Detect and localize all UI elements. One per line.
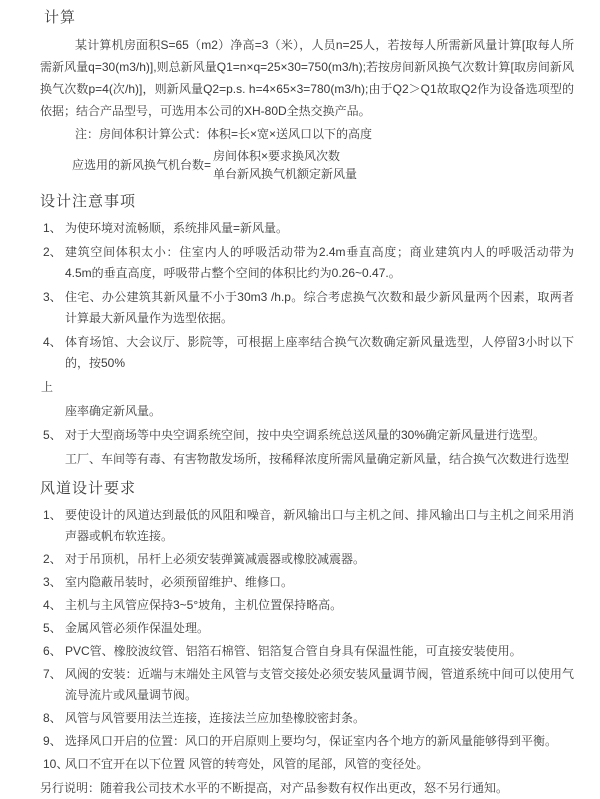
list-item-number: 3、	[43, 290, 62, 304]
list-item-text: 选择风口开启的位置：风口的开启原则上要均匀，保证室内各个地方的新风量能够得到平衡。	[65, 734, 558, 748]
list-item	[43, 505, 574, 547]
list-item-text: 要使设计的风道达到最低的风阻和噪音，新风输出口与主机之间、排风输出口与主机之间采用消声器或帆布软连接。	[65, 508, 574, 543]
list-item-number: 7、	[43, 667, 62, 681]
list-item	[43, 664, 574, 706]
list-item-text: 风阀的安装：近端与末端处主风管与支管交接处必须安装风量调节阀，管道系统中间可以使用气流导流片或风量调节阀。	[65, 667, 574, 702]
list-item	[43, 754, 574, 775]
list-item-number: 4、	[43, 335, 62, 349]
list-item-number: 4、	[43, 598, 62, 612]
list-item-number: 6、	[43, 644, 62, 658]
section-title-duct-requirements: 风道设计要求	[40, 480, 137, 497]
list-item-number: 1、	[43, 508, 62, 522]
design-notes-addendum: 工厂、车间等有毒、有害物散发场所，按稀释浓度所需风量确定新风量，结合换气次数进行选型	[65, 452, 570, 466]
list-item-number: 3、	[43, 575, 62, 589]
list-item-text: 对于大型商场等中央空调系统空间，按中央空调系统总送风量的30%确定新风量进行选型。	[65, 428, 546, 442]
unit-count-formula	[72, 147, 574, 183]
list-item	[43, 708, 574, 729]
calculation-paragraph: 某计算机房面积S=65（m2）净高=3（米），人员n=25人，若按每人所需新风量计算[取每人所需新风量q=30(m3/h)],则总新风量Q1=n×q=25×30=750(m3/h);若按房间新风换气次数计算[取房间新风换气次数p=4(次/h)]，则新风量Q2=p.s. h=4×65×3=780(m3/h);由于Q2＞Q1故取Q2作为设备选项型的依据；结合产品型号，可选用本公司的XH-80D全热交换产品。	[40, 38, 574, 118]
list-item-continuation-line: 座率确定新风量。	[65, 404, 162, 418]
list-item-text: 体育场馆、大会议厅、影院等，可根据上座率结合换气次数确定新风量选型，人停留3小时以下的，按50%	[65, 335, 574, 370]
list-item-text: 对于吊顶机，吊杆上必须安装弹簧减震器或橡胶减震器。	[65, 552, 366, 566]
list-item-text: 建筑空间体积太小：住室内人的呼吸活动带为2.4m垂直高度；商业建筑内人的呼吸活动带为4.5m的垂直高度，呼吸带占整个空间的体积比约为0.26~0.47.。	[65, 245, 574, 280]
list-item	[43, 287, 574, 329]
list-item-number: 5、	[43, 428, 62, 442]
list-item-overflow-line: 上	[41, 380, 54, 394]
list-item	[43, 641, 574, 662]
list-item	[43, 332, 574, 374]
duct-requirements-list	[40, 505, 574, 775]
list-item-number: 2、	[43, 245, 62, 259]
list-item	[43, 549, 574, 570]
section-title-calculation: 计算	[44, 9, 77, 26]
list-item	[43, 595, 574, 616]
list-item-text: 主机与主风管应保持3~5°坡角，主机位置保持略高。	[65, 598, 343, 612]
formula-numerator: 房间体积×要求换风次数	[213, 149, 341, 163]
list-item-number: 2、	[43, 552, 62, 566]
list-item-text: 为使环境对流畅顺，系统排风量=新风量。	[65, 221, 289, 235]
volume-formula-note: 注：房间体积计算公式：体积=长×宽×送风口以下的高度	[75, 127, 373, 141]
list-item-number: 10、	[43, 757, 69, 771]
list-item-number: 9、	[43, 734, 62, 748]
list-item	[43, 731, 574, 752]
disclaimer-note: 另行说明：随着我公司技术水平的不断提高，对产品参数有权作出更改，怒不另行通知。	[40, 781, 509, 795]
design-notes-list	[40, 218, 574, 470]
list-item-number: 1、	[43, 221, 62, 235]
formula-label: 应选用的新风换气机台数=	[72, 158, 212, 172]
list-item-number: 5、	[43, 621, 62, 635]
list-item-text: 风口不宜开在以下位置 风管的转弯处，风管的尾部，风管的变径处。	[65, 757, 429, 771]
list-item	[43, 572, 574, 593]
section-title-design-notes: 设计注意事项	[40, 193, 137, 210]
list-item-text: 室内隐蔽吊装时，必须预留维护、维修口。	[65, 575, 294, 589]
formula-fraction	[213, 147, 357, 183]
list-item-text: PVC管、橡胶波纹管、铝箔石棉管、铝箔复合管自身具有保温性能，可直接安装使用。	[65, 644, 522, 658]
list-item-text: 住宅、办公建筑其新风量不小于30m3 /h.p。综合考虑换气次数和最少新风量两个因素，取两者计算最大新风量作为选型依据。	[65, 290, 574, 325]
list-item	[43, 425, 574, 446]
list-item	[43, 218, 574, 239]
list-item-number: 8、	[43, 711, 62, 725]
list-item	[43, 618, 574, 639]
formula-denominator: 单台新风换气机额定新风量	[213, 167, 358, 181]
list-item	[43, 242, 574, 284]
list-item-text: 风管与风管要用法兰连接，连接法兰应加垫橡胶密封条。	[65, 711, 366, 725]
list-item-text: 金属风管必须作保温处理。	[65, 621, 210, 635]
